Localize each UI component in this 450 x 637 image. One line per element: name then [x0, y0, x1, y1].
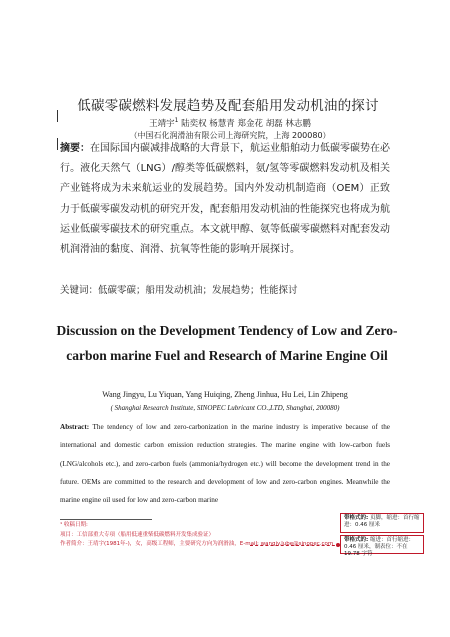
first-author-cn: 王靖宇	[149, 119, 175, 129]
paper-title-en: Discussion on the Development Tendency of Low and Zero-carbon marine Fuel and Research of Marine Engine Oil	[56, 323, 398, 363]
affiliation-en: ( Shanghai Research Institute, SINOPEC Lubricant CO.,LTD, Shanghai, 200080)	[110, 404, 340, 412]
footnote-author-bio: 作者简介：王靖宇(1981年-)，女，高级工程师，主要研究方向为润滑油，E-mail: wangjy.lube@sinopec.com	[60, 541, 334, 547]
keywords-cn: 关键词：低碳零碳；船用发动机油；发展趋势；性能探讨	[60, 285, 298, 296]
paper-title-cn: 低碳零碳燃料发展趋势及配套船用发动机油的探讨	[77, 98, 379, 114]
abstract-cn	[60, 139, 390, 260]
affiliation-cn: （中国石化润滑油有限公司上海研究院，上海 200080）	[129, 131, 331, 140]
text-cursor-marker	[57, 138, 58, 150]
abstract-body-cn: 在国际国内碳减排战略的大背景下，航运业船舶动力低碳零碳势在必行。液化天然气（LNG）/醇类等低碳燃料，氨/氢等零碳燃料发动机及相关产业链将成为未来航运业的发展趋势。国内外发动机制造商（OEM）正致力于低碳零碳发动机的研究开发，配套船用发动机油的性能探究也将成为航运业低碳零碳技术的研究重点。本文就甲醇、氨等低碳零碳燃料对配套发动机润滑油的黏度、润滑、抗氧等性能的影响开展探讨。	[60, 143, 390, 256]
comment-label: 带格式的:	[344, 515, 369, 521]
footnote-ref-marker[interactable]: 1	[174, 117, 179, 125]
other-authors-cn: 陆奕权 杨慧青 郑金花 胡磊 林志鹏	[178, 119, 311, 129]
author-list-cn	[110, 117, 350, 129]
footnote-received: ¹ 收稿日期:	[60, 522, 88, 528]
abstract-label-cn: 摘要：	[60, 143, 90, 154]
footnote-project: 项目：工信部重大专项（船用低速重柴低碳燃料开发集成验证）	[60, 532, 215, 538]
abstract-body-en: The tendency of low and zero-carbonization in the marine industry is imperative because of the international and domestic carbon emission reduction strategies. The marine engine with low-carbon fuels (LNG/alcohols etc.), and zero-carbon fuels (ammonia/hydrogen etc.) will become the development trend in the future. OEMs are committed to the research and development of low and zero-carbon engines. Meanwhile the marine engine oil used for low and zero-carbon marine	[60, 423, 390, 505]
comment-label: 带格式的:	[344, 537, 369, 543]
format-comment-balloon[interactable]	[340, 513, 424, 533]
comment-text: 缩进：首行缩进：0.46 厘米，制表位：不在 19.78 字符	[344, 537, 414, 557]
comment-text: 页脚，缩进：首行缩进：0.46 厘米	[344, 515, 420, 528]
comment-connector-line	[250, 545, 340, 546]
abstract-en	[60, 418, 390, 509]
format-comment-balloon[interactable]	[340, 535, 424, 557]
abstract-label-en: Abstract:	[60, 423, 90, 431]
author-list-en: Wang Jingyu, Lu Yiquan, Yang Huiqing, Zheng Jinhua, Hu Lei, Lin Zhipeng	[102, 390, 348, 399]
